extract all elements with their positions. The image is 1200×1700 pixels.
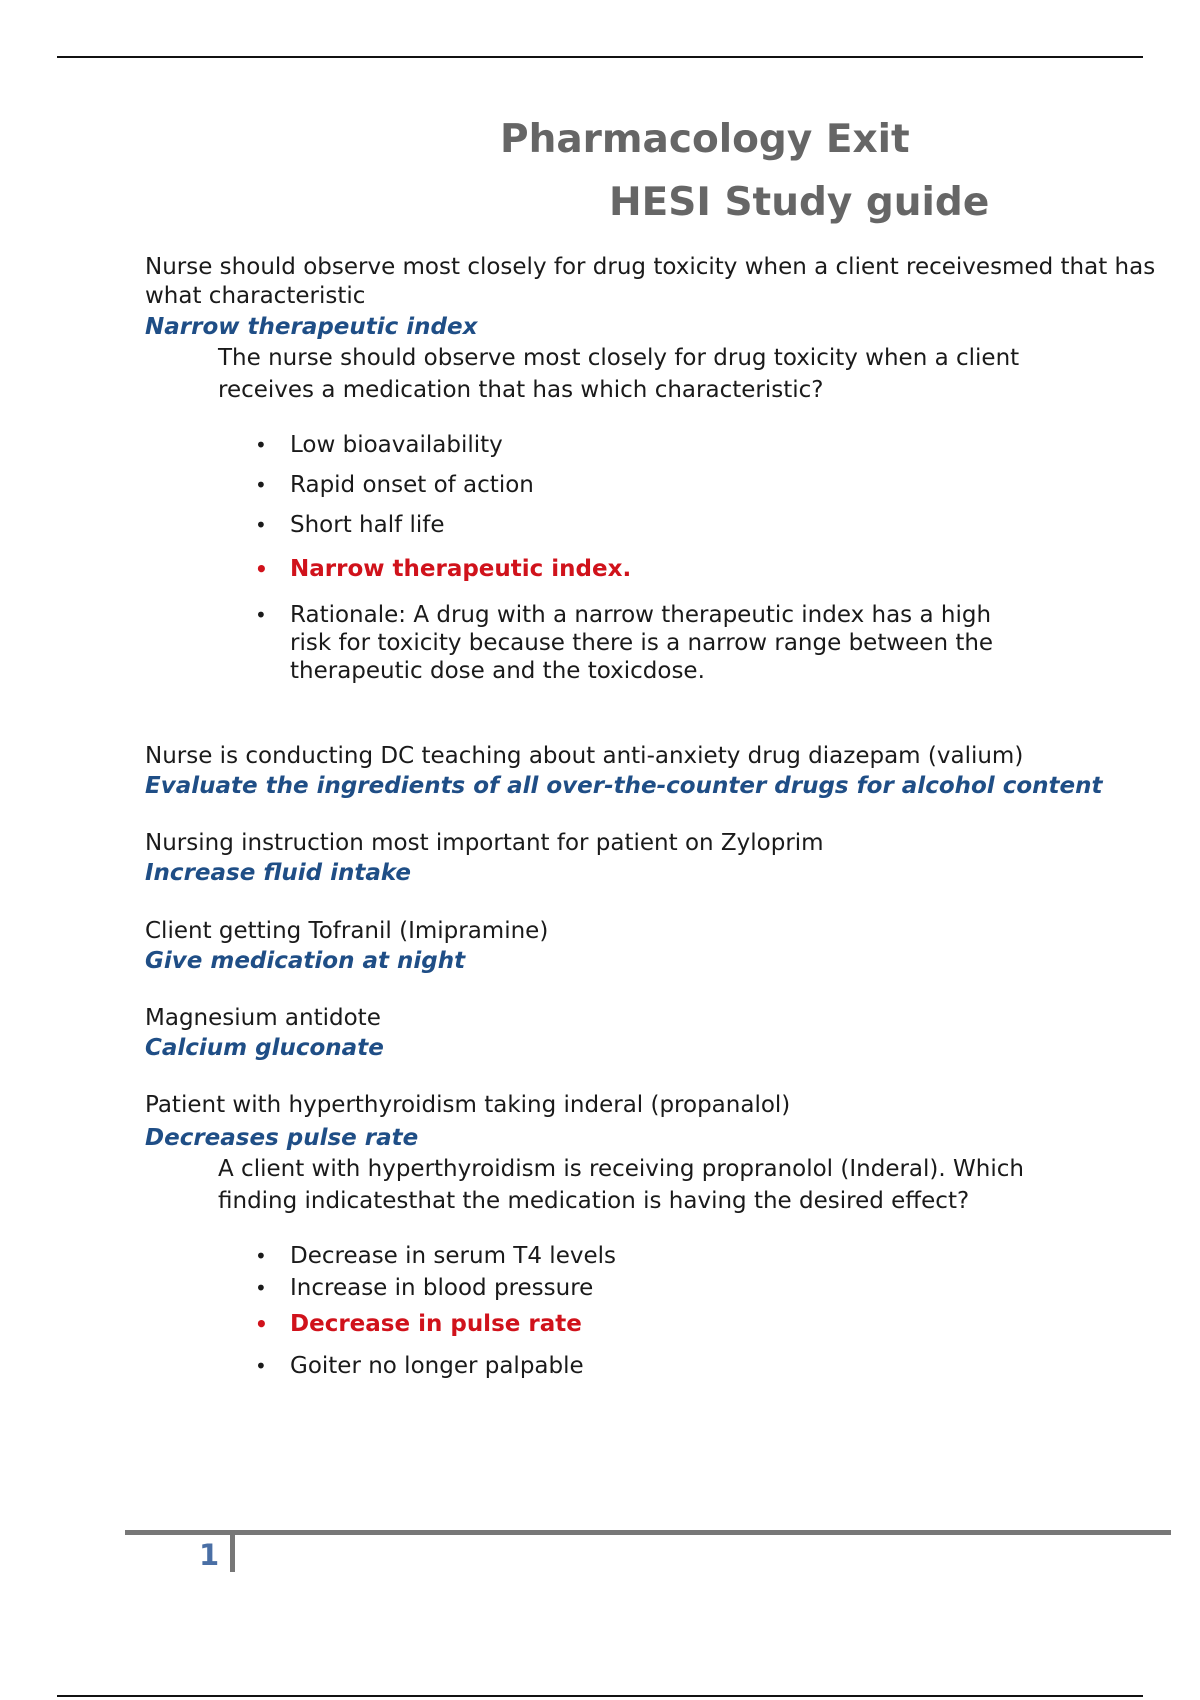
footer-divider (230, 1533, 235, 1572)
option-list (255, 1240, 1165, 1382)
question-detail: The nurse should observe most closely for drug toxicity when a client receives a medication that has which characteristic? (218, 345, 1020, 403)
footer-rule (125, 1530, 1171, 1535)
page-number: 1 (199, 1538, 220, 1572)
question-text: Nurse is conducting DC teaching about anti-anxiety drug diazepam (valium) (145, 743, 1024, 769)
question-block-5 (145, 1004, 1165, 1063)
option-item-correct: • Narrow therapeutic index. (255, 553, 1165, 585)
question-block-6 (145, 1091, 1165, 1382)
answer-text: Increase fluid intake (145, 860, 412, 886)
question-text: Magnesium antidote (145, 1005, 381, 1031)
question-block-3 (145, 829, 1165, 888)
option-item: • Rapid onset of action (255, 469, 1165, 501)
option-item: • Decrease in serum T4 levels (255, 1240, 1165, 1272)
question-block-1 (145, 253, 1165, 685)
question-block-4 (145, 917, 1165, 976)
question-block-2 (145, 742, 1165, 801)
question-text: Patient with hyperthyroidism taking inderal (propanalol) (145, 1092, 791, 1118)
answer-text: Evaluate the ingredients of all over-the-counter drugs for alcohol content (145, 773, 1103, 799)
answer-text: Decreases pulse rate (145, 1125, 419, 1151)
top-rule (57, 56, 1143, 58)
option-item: • Goiter no longer palpable (255, 1350, 1165, 1382)
option-item-correct: • Decrease in pulse rate (255, 1308, 1165, 1340)
page-title-line-1: Pharmacology Exit (500, 117, 910, 162)
page-title-line-2: HESI Study guide (609, 180, 990, 225)
option-item: • Low bioavailability (255, 429, 1165, 461)
bottom-rule (57, 1695, 1143, 1697)
question-text: Client getting Tofranil (Imipramine) (145, 918, 549, 944)
question-detail: A client with hyperthyroidism is receiving propranolol (Inderal). Which finding indicatesthat the medication is having the desired effect? (218, 1156, 1024, 1214)
option-item: • Short half life (255, 509, 1165, 541)
question-text: Nursing instruction most important for patient on Zyloprim (145, 830, 824, 856)
option-item: • Increase in blood pressure (255, 1272, 1165, 1304)
question-text: Nurse should observe most closely for drug toxicity when a client receivesmed that has what characteristic (145, 254, 1156, 309)
option-list (255, 429, 1165, 685)
answer-text: Give medication at night (145, 948, 466, 974)
answer-text: Narrow therapeutic index (145, 314, 478, 340)
answer-text: Calcium gluconate (145, 1035, 384, 1061)
rationale-item: • Rationale: A drug with a narrow therapeutic index has a high risk for toxicity because there is a narrow range between the therapeutic dose and the toxicdose. (255, 601, 1020, 685)
